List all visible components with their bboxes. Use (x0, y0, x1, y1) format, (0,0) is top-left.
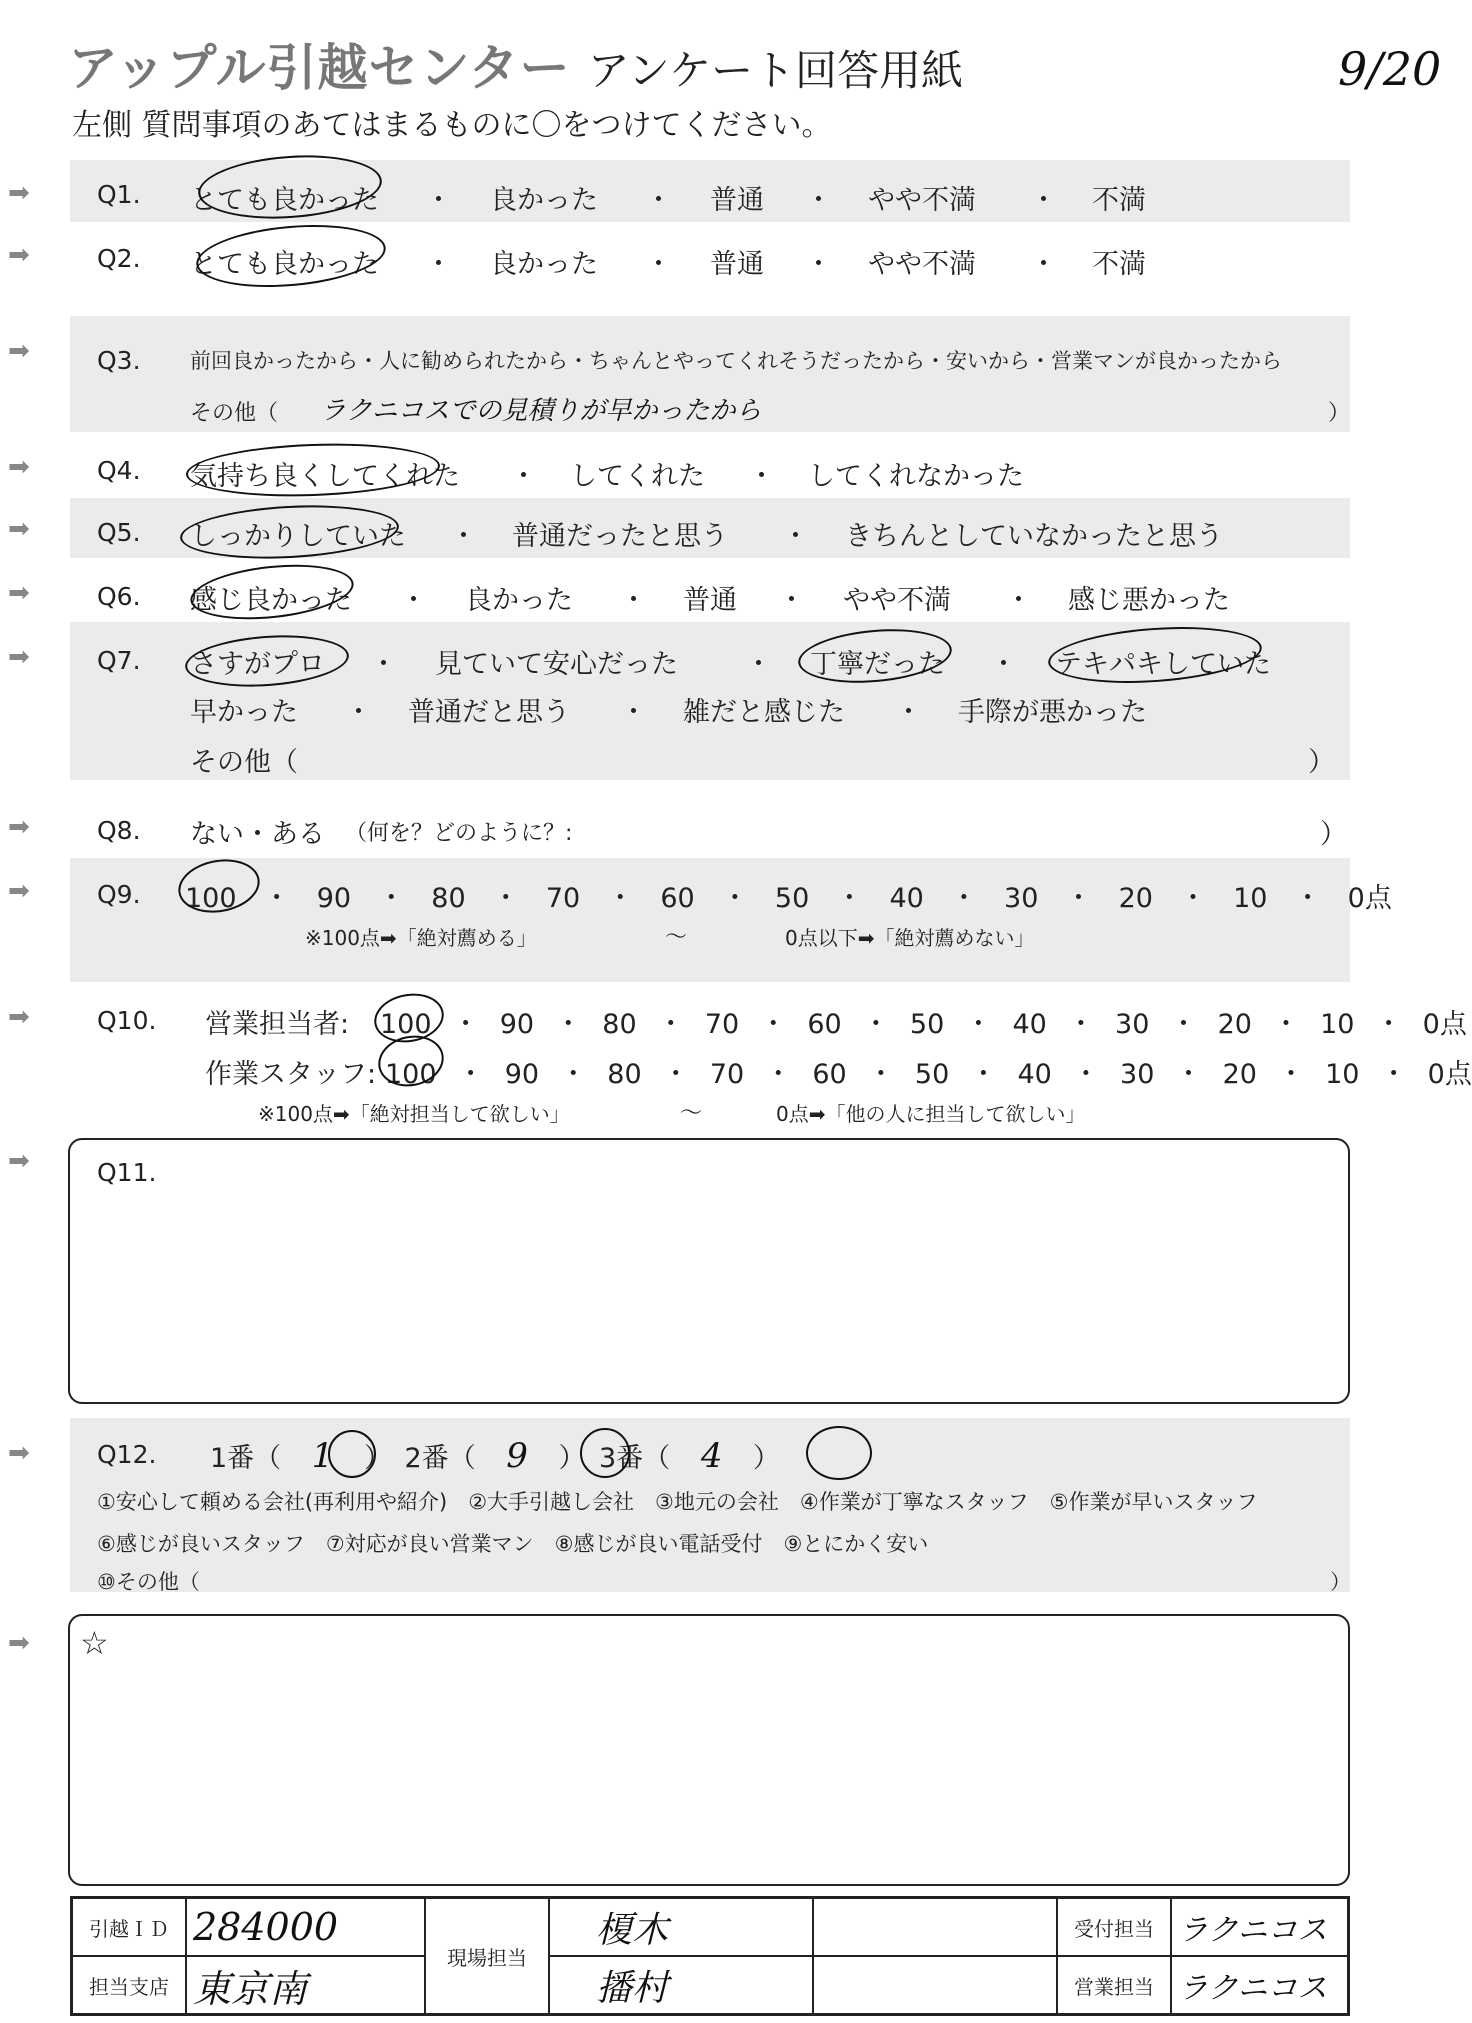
q9-sep: ・ (1064, 883, 1092, 914)
q5-label: Q5. (97, 518, 141, 547)
q6-option-5[interactable]: 感じ悪かった (1068, 585, 1230, 616)
q4-arrow-icon: ➡ (8, 452, 30, 482)
q7-other-label: その他（ (190, 747, 298, 778)
q9-sep: ・ (1179, 883, 1207, 914)
q10-sales-score[interactable]: 100 (380, 1009, 432, 1040)
q12-choices-line3-close: ） (1330, 1570, 1351, 1594)
q10-sep: ・ (862, 1009, 890, 1040)
q3-arrow-icon: ➡ (8, 336, 30, 366)
q1-option-3[interactable]: 普通 (710, 185, 764, 216)
q9-score[interactable]: 60 (660, 883, 695, 914)
q6-sep: ・ (778, 585, 805, 616)
q10-staff-score[interactable]: 30 (1120, 1059, 1155, 1090)
q4-option-1[interactable]: 気持ち良くしてくれた (190, 461, 460, 492)
q12-second-label: ） 2番（ (364, 1443, 476, 1474)
q7-row1-option-3[interactable]: 丁寧だった (810, 649, 945, 680)
q1-sep: ・ (425, 185, 452, 216)
footer-site-label: 現場担当 (425, 1898, 549, 2015)
q10-sales-score[interactable]: 80 (602, 1009, 637, 1040)
q3-other-label: その他（ (190, 401, 279, 426)
q11-answer-box[interactable] (68, 1138, 1350, 1404)
q4-option-2[interactable]: してくれた (570, 461, 705, 492)
q10-staff-score[interactable]: 50 (914, 1059, 950, 1090)
q10-note-left: ※100点➡「絶対担当して欲しい」 (258, 1102, 570, 1126)
q7-row1-option-1[interactable]: さすがプロ (190, 649, 325, 680)
footer-branch-value (186, 1956, 425, 2015)
q10-note-right: 0点➡「他の人に担当して欲しい」 (776, 1102, 1086, 1126)
q8-label: Q8. (97, 816, 141, 845)
q10-sales-label: 営業担当者: (205, 1009, 350, 1040)
q12-first-label: 1番（ (210, 1443, 282, 1474)
footer-branch-value-text: 東京南 (193, 1966, 308, 2011)
q10-sales-score[interactable]: 30 (1115, 1009, 1150, 1040)
q2-label: Q2. (97, 244, 141, 273)
q4-sep: ・ (510, 461, 537, 492)
q9-score[interactable]: 70 (545, 883, 581, 914)
q10-sales-score[interactable]: 20 (1217, 1009, 1252, 1040)
q12-first-answer[interactable]: 1 (311, 1436, 334, 1476)
q12-choices-line1: ①安心して頼める会社(再利用や紹介) ②大手引越し会社 ③地元の会社 ④作業が丁寧なスタッフ ⑤作業が早いスタッフ (97, 1490, 1258, 1514)
q12-second-answer[interactable]: 9 (506, 1436, 528, 1476)
q12-arrow-icon: ➡ (8, 1438, 30, 1468)
q3-other-answer: ラクニコスでの見積りが早かったから (320, 396, 762, 426)
q1-option-1[interactable]: とても良かった (190, 185, 379, 216)
footer-table (70, 1896, 1350, 2016)
q4-label: Q4. (97, 456, 141, 485)
q2-option-3[interactable]: 普通 (710, 249, 764, 280)
q9-sep: ・ (606, 883, 634, 914)
q3-label: Q3. (97, 346, 141, 375)
q10-sep: ・ (759, 1009, 787, 1040)
q10-sales-score[interactable]: 50 (909, 1009, 945, 1040)
q2-answer-circle (194, 218, 389, 294)
q10-sep: ・ (1072, 1059, 1100, 1090)
q6-option-1[interactable]: 感じ良かった (190, 585, 352, 616)
q10-sep: ・ (1169, 1009, 1197, 1040)
q10-staff-score[interactable]: 0点 (1427, 1059, 1472, 1090)
footer-site-staff1-text: 榎木 (596, 1909, 669, 1951)
q10-sales-score[interactable]: 0点 (1422, 1009, 1467, 1040)
q5-option-2[interactable]: 普通だったと思う (512, 521, 728, 552)
q6-option-3[interactable]: 普通 (683, 585, 737, 616)
q10-sep: ・ (1375, 1009, 1403, 1040)
q12-first-circle (328, 1430, 376, 1478)
q7-row2-option-4[interactable]: 手際が悪かった (958, 697, 1147, 728)
q10-staff-score[interactable]: 90 (504, 1059, 540, 1090)
q8-sub: （何を？どのように？: (345, 821, 573, 846)
q10-sales-score[interactable]: 10 (1320, 1009, 1355, 1040)
q2-sep: ・ (805, 249, 832, 280)
q10-sales-score[interactable]: 40 (1012, 1009, 1047, 1040)
q5-sep: ・ (450, 521, 477, 552)
title-main: アップル引越センター (68, 39, 571, 97)
comment-arrow-icon: ➡ (8, 1628, 30, 1658)
q1-sep: ・ (1030, 185, 1057, 216)
q10-sep: ・ (452, 1009, 480, 1040)
q6-option-4[interactable]: やや不満 (843, 585, 951, 616)
q7-row1-option-4[interactable]: テキパキしていた (1055, 649, 1271, 680)
q7-other-close: ） (1308, 747, 1335, 778)
q9-score[interactable]: 30 (1004, 883, 1039, 914)
q2-sep: ・ (425, 249, 452, 280)
q6-option-2[interactable]: 良かった (465, 585, 573, 616)
q3-other-close: ） (1328, 401, 1351, 426)
q10-sep: ・ (1277, 1059, 1305, 1090)
q1-option-4[interactable]: やや不満 (868, 185, 976, 216)
q10-staff-score[interactable]: 40 (1017, 1059, 1052, 1090)
q10-sep: ・ (969, 1059, 997, 1090)
q10-staff-score[interactable]: 20 (1222, 1059, 1257, 1090)
q1-label: Q1. (97, 180, 141, 209)
q9-sep: ・ (492, 883, 520, 914)
q7-sep: ・ (620, 697, 647, 728)
q6-label: Q6. (97, 582, 141, 611)
q9-arrow-icon: ➡ (8, 876, 30, 906)
q10-note-mid: 〜 (680, 1101, 703, 1126)
q10-sep: ・ (559, 1059, 587, 1090)
q10-sep: ・ (867, 1059, 895, 1090)
footer-blank-2 (813, 1956, 1057, 2015)
q10-sep: ・ (657, 1009, 685, 1040)
footer-reception-label: 受付担当 (1057, 1898, 1171, 1957)
q9-score[interactable]: 100 (185, 883, 237, 914)
q10-staff-score[interactable]: 60 (812, 1059, 847, 1090)
q5-option-1[interactable]: しっかりしていた (190, 521, 406, 552)
q9-score[interactable]: 20 (1118, 883, 1153, 914)
q2-option-4[interactable]: やや不満 (868, 249, 976, 280)
footer-blank-1 (813, 1898, 1057, 1957)
q9-score[interactable]: 80 (431, 883, 466, 914)
q10-sep: ・ (554, 1009, 582, 1040)
q4-option-3[interactable]: してくれなかった (808, 461, 1024, 492)
q8-close: ） (1320, 819, 1347, 850)
star-icon: ☆ (80, 1624, 109, 1662)
q9-score[interactable]: 10 (1233, 883, 1268, 914)
q10-staff-label: 作業スタッフ: (205, 1059, 377, 1090)
q7-sep: ・ (745, 649, 772, 680)
q11-arrow-icon: ➡ (8, 1146, 30, 1176)
q9-score[interactable]: 0点 (1347, 883, 1392, 914)
footer-sales-value-text: ラクニコス (1178, 1971, 1328, 2006)
q10-label: Q10. (97, 1006, 157, 1035)
q1-option-2[interactable]: 良かった (490, 185, 598, 216)
q10-sales-score[interactable]: 70 (704, 1009, 740, 1040)
q5-sep: ・ (782, 521, 809, 552)
q11-label: Q11. (97, 1158, 157, 1187)
q10-staff-score[interactable]: 100 (385, 1059, 437, 1090)
q7-sep: ・ (895, 697, 922, 728)
q12-third-label: ） 3番（ (558, 1443, 671, 1474)
q9-sep: ・ (263, 883, 291, 914)
q10-staff-score[interactable]: 70 (709, 1059, 745, 1090)
q6-sep: ・ (620, 585, 647, 616)
q7-row2-option-3[interactable]: 雑だと感じた (683, 697, 845, 728)
q8-text[interactable]: ない・ある (190, 819, 325, 850)
q1-sep: ・ (645, 185, 672, 216)
q10-sep: ・ (964, 1009, 992, 1040)
q5-option-3[interactable]: きちんとしていなかったと思う (845, 521, 1223, 552)
q9-sep: ・ (950, 883, 978, 914)
comment-box[interactable] (68, 1614, 1350, 1886)
q12-label: Q12. (97, 1440, 157, 1469)
footer-sales-value (1171, 1956, 1349, 2015)
q2-sep: ・ (645, 249, 672, 280)
q12-close: ） (753, 1443, 781, 1474)
q12-rank-row (210, 1436, 780, 1476)
footer-sales-label: 営業担当 (1057, 1956, 1171, 2015)
q10-staff-scores (385, 1052, 1472, 1091)
q10-sales-score[interactable]: 90 (499, 1009, 535, 1040)
q7-arrow-icon: ➡ (8, 642, 30, 672)
q5-arrow-icon: ➡ (8, 514, 30, 544)
q10-sales-scores (380, 1002, 1467, 1041)
q2-sep: ・ (1030, 249, 1057, 280)
q1-sep: ・ (805, 185, 832, 216)
q7-row2-option-2[interactable]: 普通だと思う (408, 697, 570, 728)
q7-label: Q7. (97, 646, 141, 675)
q9-score[interactable]: 50 (774, 883, 810, 914)
footer-site-staff1 (549, 1898, 813, 1957)
footer-reception-value (1171, 1898, 1349, 1957)
q9-scores (185, 876, 1392, 915)
q6-sep: ・ (1005, 585, 1032, 616)
footer-site-staff2-text: 播村 (596, 1967, 669, 2009)
q6-sep: ・ (400, 585, 427, 616)
footer-branch-label: 担当支店 (72, 1956, 187, 2015)
q9-note-right: 0点以下➡「絶対薦めない」 (785, 926, 1035, 950)
instruction: 左側 質問事項のあてはまるものに〇をつけてください。 (72, 108, 832, 143)
q9-label: Q9. (97, 880, 141, 909)
q9-score[interactable]: 40 (889, 883, 924, 914)
q7-row1-option-2[interactable]: 見ていて安心だった (435, 649, 678, 680)
footer-site-staff2 (549, 1956, 813, 2015)
q7-row2-option-1[interactable]: 早かった (190, 697, 298, 728)
q10-sep: ・ (662, 1059, 690, 1090)
q7-sep: ・ (990, 649, 1017, 680)
q9-sep: ・ (1294, 883, 1322, 914)
q10-sep: ・ (1174, 1059, 1202, 1090)
q8-arrow-icon: ➡ (8, 812, 30, 842)
q2-option-5[interactable]: 不満 (1092, 249, 1146, 280)
q10-sep: ・ (1272, 1009, 1300, 1040)
q12-second-circle (580, 1428, 630, 1478)
q12-choices-line3: ⑩その他（ (97, 1570, 200, 1594)
q9-sep: ・ (721, 883, 749, 914)
header (68, 28, 963, 100)
q10-sep: ・ (1067, 1009, 1095, 1040)
q10-staff-score[interactable]: 10 (1325, 1059, 1360, 1090)
q9-score[interactable]: 90 (316, 883, 352, 914)
q2-option-2[interactable]: 良かった (490, 249, 598, 280)
q1-arrow-icon: ➡ (8, 178, 30, 208)
handwritten-date: 9/20 (1338, 42, 1442, 96)
footer-id-value-text: 284000 (193, 1905, 339, 1949)
q6-arrow-icon: ➡ (8, 578, 30, 608)
q7-sep: ・ (345, 697, 372, 728)
q9-sep: ・ (377, 883, 405, 914)
q10-sep: ・ (1380, 1059, 1408, 1090)
q9-note-mid: 〜 (665, 925, 688, 950)
q12-choices-line2: ⑥感じが良いスタッフ ⑦対応が良い営業マン ⑧感じが良い電話受付 ⑨とにかく安い (97, 1532, 929, 1556)
q10-arrow-icon: ➡ (8, 1002, 30, 1032)
q10-sep: ・ (764, 1059, 792, 1090)
q9-sep: ・ (835, 883, 863, 914)
q10-sales-score[interactable]: 60 (807, 1009, 842, 1040)
footer-reception-value-text: ラクニコス (1178, 1913, 1328, 1948)
q12-third-circle (806, 1426, 872, 1480)
q10-staff-score[interactable]: 80 (607, 1059, 642, 1090)
q3-options[interactable]: 前回良かったから・人に勧められたから・ちゃんとやってくれそうだったから・安いから・営業マンが良かったから (190, 349, 1282, 373)
q12-third-answer[interactable]: 4 (700, 1436, 723, 1476)
footer-id-label: 引越ＩＤ (72, 1898, 187, 1957)
title-sub: アンケート回答用紙 (587, 46, 964, 95)
q2-option-1[interactable]: とても良かった (190, 249, 379, 280)
q7-sep: ・ (370, 649, 397, 680)
q4-sep: ・ (748, 461, 775, 492)
q1-option-5[interactable]: 不満 (1092, 185, 1146, 216)
q10-sep: ・ (457, 1059, 485, 1090)
q2-arrow-icon: ➡ (8, 240, 30, 270)
q9-note-left: ※100点➡「絶対薦める」 (305, 926, 537, 950)
footer-id-value (186, 1898, 425, 1957)
